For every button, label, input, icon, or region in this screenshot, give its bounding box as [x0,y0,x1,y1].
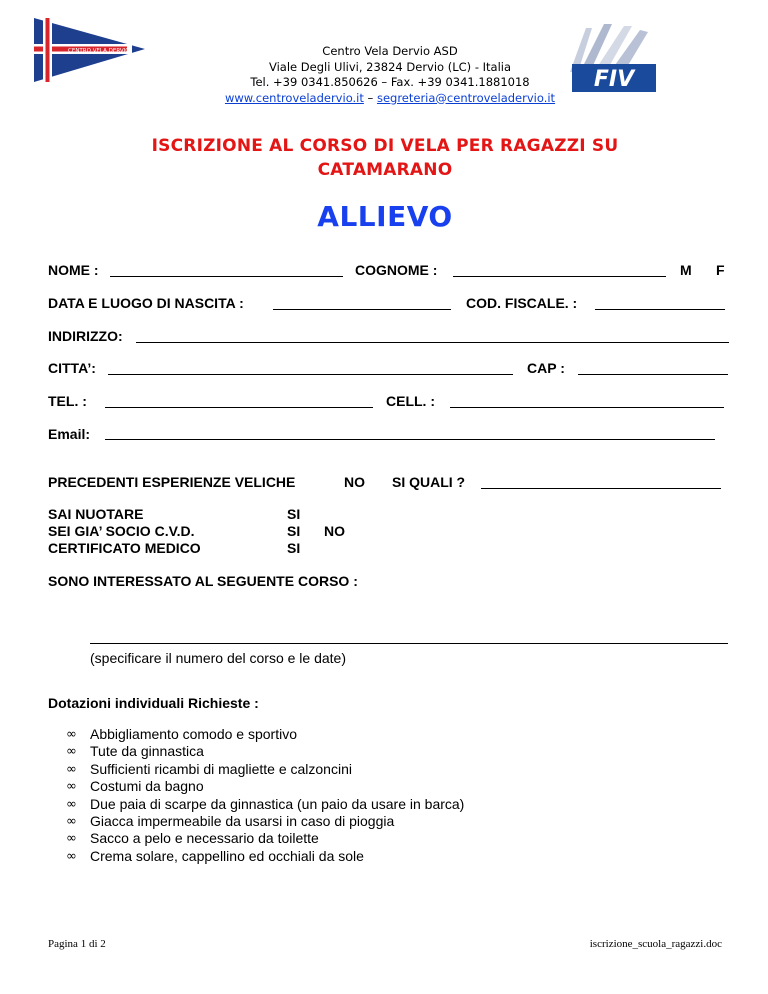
website-link[interactable]: www.centroveladervio.it [224,90,364,105]
letterhead [150,44,630,106]
question-socio-si[interactable]: SI [287,523,301,539]
questions-block [48,506,448,558]
fiv-logo-text: FIV [593,67,635,92]
cognome-label: COGNOME : [355,262,438,278]
infinity-bullet-icon: ∞ [66,831,77,847]
cod-fiscale-field[interactable] [595,309,725,310]
course-label: SONO INTERESSATO AL SEGUENTE CORSO : [48,573,358,589]
question-certificato-si[interactable]: SI [287,540,301,556]
page-number: Pagina 1 di 2 [48,938,106,950]
club-logo [32,16,147,84]
experience-label: PRECEDENTI ESPERIENZE VELICHE [48,474,296,490]
data-luogo-field[interactable] [273,309,451,310]
experience-no-option[interactable]: NO [344,474,365,490]
nome-field[interactable] [110,276,343,277]
email-label: Email: [48,426,91,442]
citta-field[interactable] [108,374,513,375]
question-socio-label: SEI GIA’ SOCIO C.V.D. [48,523,195,539]
email-link[interactable]: segreteria@centroveladervio.it [376,90,556,105]
indirizzo-label: INDIRIZZO: [48,328,123,344]
cell-field[interactable] [450,407,724,408]
course-field[interactable] [90,643,728,644]
list-item-text: Sufficienti ricambi di magliette e calzoncini [90,760,352,777]
infinity-bullet-icon: ∞ [66,727,77,742]
infinity-bullet-icon: ∞ [66,796,77,812]
org-name: Centro Vela Dervio ASD [322,44,458,58]
data-luogo-label: DATA E LUOGO DI NASCITA : [48,295,244,311]
list-item-text: Tute da ginnastica [90,743,204,760]
list-item [66,830,666,847]
org-contacts [150,91,630,107]
list-item [66,778,666,795]
club-logo-text: CENTRO VELA DERVIO [68,48,130,54]
experience-si-quali-label[interactable]: SI QUALI ? [392,474,466,490]
form-subtitle: ALLIEVO [317,200,453,233]
question-socio-no[interactable]: NO [324,523,345,539]
form-title-line1: ISCRIZIONE AL CORSO DI VELA PER RAGAZZI SU [151,136,619,156]
infinity-bullet-icon: ∞ [66,848,77,864]
cell-label: CELL. : [386,393,435,409]
gender-m-option[interactable]: M [680,262,692,278]
list-item-text: Giacca impermeabile da usarsi in caso di pioggia [90,813,395,829]
fiv-logo [566,20,660,96]
tel-label: TEL. : [48,393,87,409]
nome-label: NOME : [48,262,99,278]
experience-details-field[interactable] [481,488,721,489]
course-hint: (specificare il numero del corso e le date) [90,650,347,666]
indirizzo-field[interactable] [136,342,729,343]
form-title [60,134,710,182]
equipment-title: Dotazioni individuali Richieste : [48,695,259,711]
list-item [66,848,666,865]
question-certificato-label: CERTIFICATO MEDICO [48,540,201,556]
question-nuotare-label: SAI NUOTARE [48,506,144,522]
cognome-field[interactable] [453,276,666,277]
contact-separator: – [367,90,374,105]
org-address: Viale Degli Ulivi, 23824 Dervio (LC) - Italia [268,59,512,74]
infinity-bullet-icon: ∞ [66,744,77,760]
list-item-text: Due paia di scarpe da ginnastica (un paio da usare in barca) [90,795,465,812]
list-item [66,796,666,813]
cap-field[interactable] [578,374,728,375]
citta-label: CITTA’: [48,360,96,376]
infinity-bullet-icon: ∞ [66,814,77,829]
email-field[interactable] [105,439,715,440]
gender-f-option[interactable]: F [716,262,725,278]
form-title-line2: CATAMARANO [317,160,453,180]
list-item [66,726,666,743]
cap-label: CAP : [527,360,565,376]
cod-fiscale-label: COD. FISCALE. : [466,295,578,311]
infinity-bullet-icon: ∞ [66,761,77,777]
list-item-text: Abbigliamento comodo e sportivo [90,726,298,742]
list-item [66,743,666,760]
tel-field[interactable] [105,407,373,408]
list-item-text: Sacco a pelo e necessario da toilette [90,830,319,847]
list-item-text: Crema solare, cappellino ed occhiali da sole [90,847,364,864]
document-filename: iscrizione_scuola_ragazzi.doc [589,938,722,950]
list-item [66,761,666,778]
list-item [66,813,666,830]
question-nuotare-si[interactable]: SI [287,506,301,522]
list-item-text: Costumi da bagno [90,778,204,795]
infinity-bullet-icon: ∞ [66,779,77,795]
org-phone: Tel. +39 0341.850626 – Fax. +39 0341.1881018 [250,75,530,89]
